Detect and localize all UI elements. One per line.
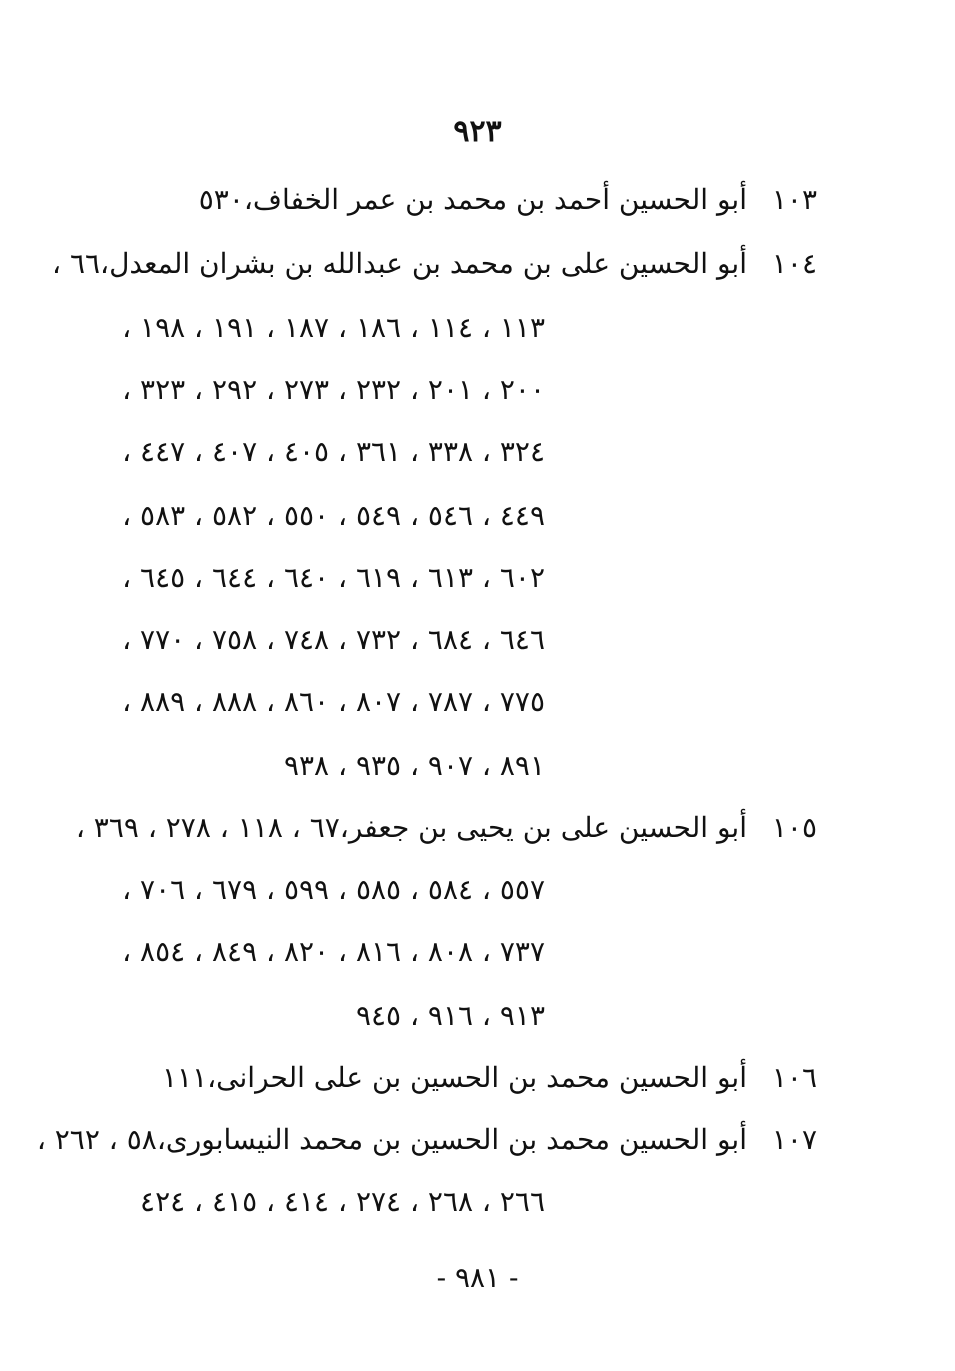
page-footer-number: - ٩٨١ - — [436, 1261, 519, 1294]
entry-104-continuation-3: ٣٢٤ ، ٣٣٨ ، ٣٦١ ، ٤٠٥ ، ٤٠٧ ، ٤٤٧ ، — [122, 435, 545, 468]
entry-number: ١٠٥ — [771, 811, 817, 844]
entry-text: أبو الحسين محمد بن الحسين بن محمد النيسابورى،٥٨ ، ٢٦٢ ، — [36, 1123, 747, 1156]
entry-105-continuation-1: ٥٥٧ ، ٥٨٤ ، ٥٨٥ ، ٥٩٩ ، ٦٧٩ ، ٧٠٦ ، — [122, 873, 545, 906]
index-entry-104 — [52, 244, 817, 284]
entry-number: ١٠٤ — [771, 247, 817, 280]
index-entry-105 — [76, 808, 817, 848]
entry-105-continuation-2: ٧٣٧ ، ٨٠٨ ، ٨١٦ ، ٨٢٠ ، ٨٤٩ ، ٨٥٤ ، — [122, 935, 545, 968]
entry-104-continuation-8: ٨٩١ ، ٩٠٧ ، ٩٣٥ ، ٩٣٨ — [283, 749, 545, 782]
entry-104-continuation-6: ٦٤٦ ، ٦٨٤ ، ٧٣٢ ، ٧٤٨ ، ٧٥٨ ، ٧٧٠ ، — [122, 623, 545, 656]
entry-104-continuation-5: ٦٠٢ ، ٦١٣ ، ٦١٩ ، ٦٤٠ ، ٦٤٤ ، ٦٤٥ ، — [122, 561, 545, 594]
index-entry-107 — [37, 1120, 817, 1160]
entry-104-continuation-4: ٤٤٩ ، ٥٤٦ ، ٥٤٩ ، ٥٥٠ ، ٥٨٢ ، ٥٨٣ ، — [122, 499, 545, 532]
entry-number: ١٠٣ — [771, 183, 817, 216]
page-top-number: ٩٢٣ — [453, 114, 502, 149]
entry-number: ١٠٦ — [771, 1061, 817, 1094]
entry-text: أبو الحسين محمد بن الحسين بن على الحرانى،١١١ — [162, 1061, 747, 1094]
entry-text: أبو الحسين على بن يحيى بن جعفر،٦٧ ، ١١٨ ، ٢٧٨ ، ٣٦٩ ، — [75, 811, 747, 844]
index-entry-106 — [162, 1058, 817, 1098]
entry-number: ١٠٧ — [771, 1123, 817, 1156]
entry-105-continuation-3: ٩١٣ ، ٩١٦ ، ٩٤٥ — [355, 999, 545, 1032]
entry-text: أبو الحسين على بن محمد بن عبدالله بن بشران المعدل،٦٦ ، — [52, 247, 747, 280]
entry-104-continuation-7: ٧٧٥ ، ٧٨٧ ، ٨٠٧ ، ٨٦٠ ، ٨٨٨ ، ٨٨٩ ، — [122, 685, 545, 718]
entry-107-continuation-1: ٢٦٦ ، ٢٦٨ ، ٢٧٤ ، ٤١٤ ، ٤١٥ ، ٤٢٤ — [140, 1185, 545, 1218]
index-entry-103 — [199, 180, 817, 220]
entry-104-continuation-2: ٢٠٠ ، ٢٠١ ، ٢٣٢ ، ٢٧٣ ، ٢٩٢ ، ٣٢٣ ، — [122, 373, 545, 406]
entry-text: أبو الحسين أحمد بن محمد بن عمر الخفاف،٥٣٠ — [198, 183, 747, 216]
entry-104-continuation-1: ١١٣ ، ١١٤ ، ١٨٦ ، ١٨٧ ، ١٩١ ، ١٩٨ ، — [122, 311, 545, 344]
